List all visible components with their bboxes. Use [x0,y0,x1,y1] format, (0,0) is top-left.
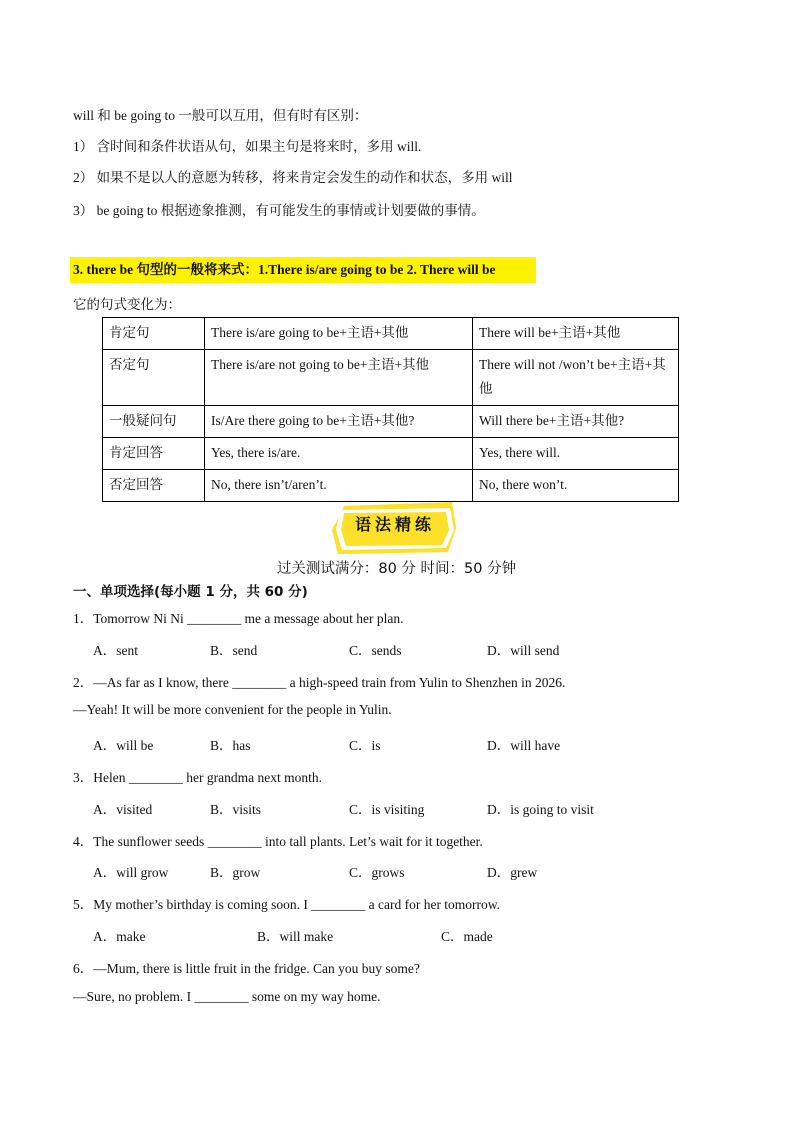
table-cell: 一般疑问句 [103,406,205,438]
table-cell: There will not /won’t be+主语+其他 [473,350,679,406]
table-cell: 否定句 [103,350,205,406]
question-2: 2．—As far as I know, there ________ a high-speed train from Yulin to Shenzhen in 2026. [73,675,566,690]
there-be-table [102,317,679,502]
intro-line-2: 1） 含时间和条件状语从句，如果主句是将来时，多用 will. [73,139,422,154]
q3-option-c[interactable]: C．is visiting [349,802,425,817]
table-row [103,318,679,350]
table-cell: Is/Are there going to be+主语+其他? [205,406,473,438]
q5-option-b[interactable]: B．will make [257,929,334,944]
q4-option-a[interactable]: A．will grow [93,865,169,880]
q5-option-c[interactable]: C．made [441,929,493,944]
table-cell: 肯定句 [103,318,205,350]
table-row [103,438,679,470]
table-cell: 否定回答 [103,470,205,502]
q4-option-d[interactable]: D．grew [487,865,538,880]
q3-option-d[interactable]: D．is going to visit [487,802,594,817]
question-2-reply: —Yeah! It will be more convenient for the people in Yulin. [73,702,392,717]
q2-option-d[interactable]: D．will have [487,738,561,753]
q1-option-b[interactable]: B．send [210,643,258,658]
section-title: 一、单项选择(每小题 1 分，共 60 分) [73,584,308,600]
table-cell: Yes, there will. [473,438,679,470]
question-3: 3．Helen ________ her grandma next month. [73,770,322,785]
table-cell: No, there isn’t/aren’t. [205,470,473,502]
q2-option-a[interactable]: A．will be [93,738,154,753]
table-row [103,350,679,406]
q5-option-a[interactable]: A．make [93,929,146,944]
question-1: 1．Tomorrow Ni Ni ________ me a message about her plan. [73,611,404,626]
q4-option-c[interactable]: C．grows [349,865,405,880]
q1-option-d[interactable]: D．will send [487,643,560,658]
banner-title: 语法精练 [354,515,435,534]
q2-option-c[interactable]: C．is [349,738,381,753]
q2-option-b[interactable]: B．has [210,738,251,753]
table-intro: 它的句式变化为： [73,297,181,312]
intro-line-1: will 和 be going to 一般可以互用，但有时有区别： [73,108,368,123]
question-4: 4．The sunflower seeds ________ into tall plants. Let’s wait for it together. [73,834,483,849]
table-cell: Yes, there is/are. [205,438,473,470]
table-cell: Will there be+主语+其他? [473,406,679,438]
intro-line-3: 2） 如果不是以人的意愿为转移，将来肯定会发生的动作和状态，多用 will [73,170,513,185]
question-6: 6．—Mum, there is little fruit in the fridge. Can you buy some? [73,961,420,976]
table-row [103,470,679,502]
question-6-reply: —Sure, no problem. I ________ some on my way home. [73,989,381,1004]
table-cell: No, there won’t. [473,470,679,502]
table-cell: 肯定回答 [103,438,205,470]
section-heading-3: 3. there be 句型的一般将来式：1.There is/are going to be 2. There will be [70,257,536,283]
question-5: 5．My mother’s birthday is coming soon. I ________ a card for her tomorrow. [73,897,501,912]
q3-option-b[interactable]: B．visits [210,802,262,817]
q1-option-a[interactable]: A．sent [93,643,138,658]
table-cell: There is/are going to be+主语+其他 [205,318,473,350]
test-header: 过关测试满分：80 分 时间：50 分钟 [276,561,517,577]
q4-option-b[interactable]: B．grow [210,865,261,880]
table-row [103,406,679,438]
q1-option-c[interactable]: C．sends [349,643,402,658]
table-cell: There is/are not going to be+主语+其他 [205,350,473,406]
table-cell: There will be+主语+其他 [473,318,679,350]
intro-line-4: 3） be going to 根据迹象推测，有可能发生的事情或计划要做的事情。 [73,203,485,218]
q3-option-a[interactable]: A．visited [93,802,153,817]
